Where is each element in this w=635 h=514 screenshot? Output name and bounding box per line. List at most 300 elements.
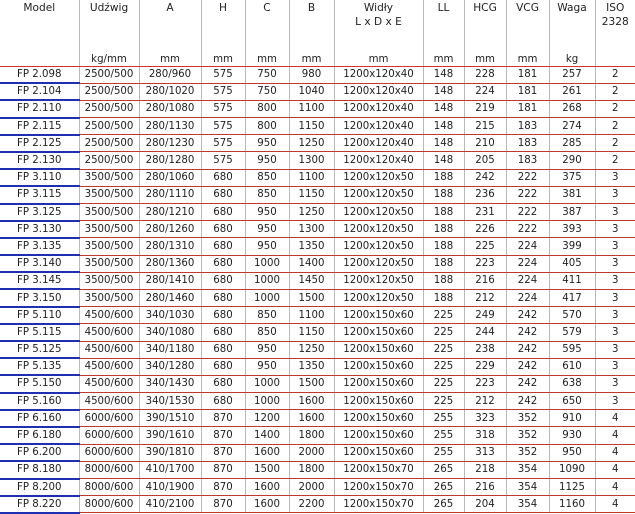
table-cell: 3500/500 [79, 272, 139, 289]
table-row [0, 67, 635, 84]
table-cell: 242 [464, 169, 506, 186]
table-cell: 285 [549, 135, 595, 152]
table-cell: 638 [549, 375, 595, 392]
table-cell: 1200x120x50 [334, 272, 423, 289]
table-cell: 352 [506, 410, 549, 427]
table-cell: 410/1900 [139, 479, 201, 496]
column-header-label: C [246, 1, 289, 15]
table-cell: 340/1030 [139, 307, 201, 324]
table-cell: 280/1310 [139, 238, 201, 255]
table-cell: 2500/500 [79, 135, 139, 152]
column-unit: mm [464, 52, 506, 67]
table-cell: 223 [464, 255, 506, 272]
table-cell: 323 [464, 410, 506, 427]
table-cell: 680 [201, 204, 245, 221]
column-header-label: HCG [465, 1, 506, 15]
column-unit: kg/mm [79, 52, 139, 67]
table-cell: 183 [506, 135, 549, 152]
model-link[interactable]: FP 6.160 [0, 410, 79, 427]
table-cell: 1150 [289, 118, 334, 135]
table-row [0, 410, 635, 427]
header-row [0, 0, 635, 52]
table-row [0, 427, 635, 444]
table-cell: 340/1280 [139, 358, 201, 375]
model-link[interactable]: FP 2.110 [0, 100, 79, 117]
table-cell: 4 [595, 496, 635, 513]
table-cell: 210 [464, 135, 506, 152]
table-cell: 2500/500 [79, 67, 139, 84]
table-cell: 1400 [245, 427, 289, 444]
table-cell: 280/1060 [139, 169, 201, 186]
table-cell: 1200x120x50 [334, 255, 423, 272]
table-cell: 148 [423, 152, 464, 169]
table-cell: 280/1280 [139, 152, 201, 169]
table-cell: 870 [201, 410, 245, 427]
model-link[interactable]: FP 3.140 [0, 255, 79, 272]
table-cell: 3 [595, 393, 635, 410]
table-cell: 950 [245, 152, 289, 169]
table-cell: 1100 [289, 169, 334, 186]
table-row [0, 289, 635, 306]
table-cell: 268 [549, 100, 595, 117]
table-cell: 575 [201, 135, 245, 152]
table-cell: 680 [201, 272, 245, 289]
table-cell: 405 [549, 255, 595, 272]
table-cell: 1200x120x50 [334, 204, 423, 221]
table-cell: 236 [464, 186, 506, 203]
table-cell: 4 [595, 461, 635, 478]
table-cell: 1125 [549, 479, 595, 496]
table-cell: 680 [201, 393, 245, 410]
table-row [0, 324, 635, 341]
table-cell: 280/1230 [139, 135, 201, 152]
table-cell: 188 [423, 238, 464, 255]
table-cell: 6000/600 [79, 427, 139, 444]
table-row [0, 272, 635, 289]
table-cell: 1200x120x40 [334, 67, 423, 84]
table-cell: 290 [549, 152, 595, 169]
table-cell: 575 [201, 83, 245, 100]
table-cell: 224 [506, 238, 549, 255]
table-cell: 2 [595, 118, 635, 135]
table-cell: 1200x150x60 [334, 324, 423, 341]
table-cell: 575 [201, 100, 245, 117]
table-row [0, 238, 635, 255]
table-row [0, 307, 635, 324]
table-cell: 3 [595, 204, 635, 221]
column-unit [0, 52, 79, 67]
table-cell: 1200x120x40 [334, 152, 423, 169]
table-cell: 4500/600 [79, 375, 139, 392]
table-cell: 242 [506, 341, 549, 358]
column-unit: mm [423, 52, 464, 67]
table-cell: 3 [595, 375, 635, 392]
table-cell: 1350 [289, 358, 334, 375]
table-cell: 3500/500 [79, 238, 139, 255]
table-cell: 8000/600 [79, 479, 139, 496]
model-link[interactable]: FP 2.125 [0, 135, 79, 152]
table-cell: 280/1210 [139, 204, 201, 221]
table-cell: 255 [423, 427, 464, 444]
table-cell: 1090 [549, 461, 595, 478]
model-link[interactable]: FP 3.135 [0, 238, 79, 255]
table-cell: 183 [506, 118, 549, 135]
table-cell: 228 [464, 67, 506, 84]
table-cell: 188 [423, 289, 464, 306]
column-unit: mm [289, 52, 334, 67]
table-cell: 222 [506, 169, 549, 186]
table-cell: 1200x120x50 [334, 221, 423, 238]
table-cell: 950 [245, 238, 289, 255]
column-header [506, 0, 549, 52]
table-cell: 2 [595, 67, 635, 84]
table-cell: 2500/500 [79, 152, 139, 169]
table-cell: 148 [423, 83, 464, 100]
table-cell: 3 [595, 289, 635, 306]
table-cell: 313 [464, 444, 506, 461]
column-header-label: Model [0, 1, 79, 15]
table-cell: 226 [464, 221, 506, 238]
table-cell: 257 [549, 67, 595, 84]
model-link[interactable]: FP 2.130 [0, 152, 79, 169]
table-cell: 318 [464, 427, 506, 444]
table-cell: 280/1110 [139, 186, 201, 203]
table-cell: 1150 [289, 324, 334, 341]
table-row [0, 444, 635, 461]
table-cell: 261 [549, 83, 595, 100]
table-cell: 354 [506, 496, 549, 513]
table-cell: 950 [245, 135, 289, 152]
column-header [464, 0, 506, 52]
table-cell: 148 [423, 118, 464, 135]
table-cell: 222 [506, 221, 549, 238]
table-cell: 181 [506, 83, 549, 100]
model-link[interactable]: FP 5.160 [0, 393, 79, 410]
model-link[interactable]: FP 5.150 [0, 375, 79, 392]
table-cell: 212 [464, 289, 506, 306]
table-cell: 188 [423, 204, 464, 221]
table-cell: 3 [595, 221, 635, 238]
table-cell: 399 [549, 238, 595, 255]
table-cell: 1250 [289, 341, 334, 358]
table-cell: 1600 [245, 496, 289, 513]
table-cell: 265 [423, 479, 464, 496]
table-cell: 3500/500 [79, 169, 139, 186]
table-cell: 390/1510 [139, 410, 201, 427]
table-cell: 1000 [245, 393, 289, 410]
table-cell: 340/1530 [139, 393, 201, 410]
table-cell: 225 [423, 375, 464, 392]
table-cell: 4500/600 [79, 341, 139, 358]
table-cell: 4500/600 [79, 393, 139, 410]
model-link[interactable]: FP 3.115 [0, 186, 79, 203]
model-link[interactable]: FP 8.180 [0, 461, 79, 478]
table-cell: 930 [549, 427, 595, 444]
table-cell: 1150 [289, 186, 334, 203]
table-cell: 800 [245, 118, 289, 135]
table-cell: 3 [595, 169, 635, 186]
table-row [0, 255, 635, 272]
table-cell: 242 [506, 393, 549, 410]
table-cell: 222 [506, 186, 549, 203]
model-link[interactable]: FP 6.180 [0, 427, 79, 444]
table-cell: 3 [595, 186, 635, 203]
table-cell: 148 [423, 100, 464, 117]
table-cell: 1200x150x60 [334, 341, 423, 358]
table-cell: 238 [464, 341, 506, 358]
table-cell: 3 [595, 255, 635, 272]
table-cell: 3 [595, 324, 635, 341]
table-cell: 650 [549, 393, 595, 410]
table-cell: 2 [595, 152, 635, 169]
table-cell: 850 [245, 307, 289, 324]
table-cell: 6000/600 [79, 410, 139, 427]
table-cell: 2200 [289, 496, 334, 513]
table-cell: 850 [245, 169, 289, 186]
table-cell: 1200x150x60 [334, 393, 423, 410]
model-link[interactable]: FP 5.135 [0, 358, 79, 375]
table-cell: 575 [201, 118, 245, 135]
table-cell: 850 [245, 324, 289, 341]
table-cell: 4500/600 [79, 307, 139, 324]
table-row [0, 186, 635, 203]
table-cell: 870 [201, 427, 245, 444]
model-link[interactable]: FP 5.115 [0, 324, 79, 341]
table-cell: 188 [423, 272, 464, 289]
table-cell: 1600 [245, 444, 289, 461]
table-cell: 3500/500 [79, 289, 139, 306]
table-cell: 3 [595, 307, 635, 324]
model-link[interactable]: FP 3.125 [0, 204, 79, 221]
table-cell: 225 [423, 393, 464, 410]
table-cell: 224 [464, 83, 506, 100]
table-cell: 1100 [289, 100, 334, 117]
table-cell: 870 [201, 479, 245, 496]
table-cell: 188 [423, 169, 464, 186]
table-cell: 680 [201, 238, 245, 255]
table-cell: 375 [549, 169, 595, 186]
column-unit: mm [139, 52, 201, 67]
table-row [0, 169, 635, 186]
model-link[interactable]: FP 6.200 [0, 444, 79, 461]
table-cell: 265 [423, 496, 464, 513]
table-cell: 610 [549, 358, 595, 375]
table-row [0, 204, 635, 221]
table-cell: 680 [201, 341, 245, 358]
table-cell: 224 [506, 255, 549, 272]
table-cell: 3 [595, 341, 635, 358]
table-cell: 224 [506, 289, 549, 306]
table-cell: 3 [595, 238, 635, 255]
table-cell: 750 [245, 67, 289, 84]
table-cell: 1200x150x60 [334, 410, 423, 427]
model-link[interactable]: FP 8.200 [0, 479, 79, 496]
table-cell: 231 [464, 204, 506, 221]
table-cell: 354 [506, 461, 549, 478]
table-cell: 340/1430 [139, 375, 201, 392]
table-cell: 570 [549, 307, 595, 324]
table-cell: 1200x120x50 [334, 238, 423, 255]
table-cell: 750 [245, 83, 289, 100]
table-cell: 3500/500 [79, 221, 139, 238]
table-cell: 2500/500 [79, 118, 139, 135]
table-cell: 390/1610 [139, 427, 201, 444]
table-cell: 3 [595, 358, 635, 375]
table-cell: 1200x120x50 [334, 289, 423, 306]
table-row [0, 358, 635, 375]
table-cell: 1200x150x70 [334, 479, 423, 496]
table-cell: 1200x120x50 [334, 186, 423, 203]
table-row [0, 375, 635, 392]
column-header-sublabel: 2328 [596, 15, 635, 29]
table-cell: 2500/500 [79, 83, 139, 100]
column-header-label: Waga [550, 1, 595, 15]
table-cell: 354 [506, 479, 549, 496]
table-cell: 352 [506, 444, 549, 461]
table-cell: 680 [201, 255, 245, 272]
table-cell: 181 [506, 67, 549, 84]
table-cell: 205 [464, 152, 506, 169]
table-cell: 242 [506, 324, 549, 341]
table-cell: 1200x150x60 [334, 307, 423, 324]
table-cell: 1450 [289, 272, 334, 289]
table-cell: 280/1130 [139, 118, 201, 135]
table-cell: 950 [549, 444, 595, 461]
table-cell: 4 [595, 410, 635, 427]
table-cell: 1200x150x60 [334, 444, 423, 461]
table-cell: 280/1020 [139, 83, 201, 100]
table-cell: 1400 [289, 255, 334, 272]
model-link[interactable]: FP 5.110 [0, 307, 79, 324]
table-row [0, 479, 635, 496]
table-cell: 340/1080 [139, 324, 201, 341]
model-link[interactable]: FP 5.125 [0, 341, 79, 358]
table-cell: 216 [464, 272, 506, 289]
table-row [0, 341, 635, 358]
column-header [289, 0, 334, 52]
table-cell: 3500/500 [79, 204, 139, 221]
table-cell: 1300 [289, 221, 334, 238]
column-header [245, 0, 289, 52]
table-cell: 1200x150x60 [334, 358, 423, 375]
table-row [0, 100, 635, 117]
model-link[interactable]: FP 2.115 [0, 118, 79, 135]
table-row [0, 135, 635, 152]
column-unit: mm [334, 52, 423, 67]
table-cell: 1000 [245, 255, 289, 272]
table-cell: 188 [423, 221, 464, 238]
table-cell: 1600 [245, 479, 289, 496]
table-cell: 204 [464, 496, 506, 513]
column-header [79, 0, 139, 52]
table-cell: 280/1080 [139, 100, 201, 117]
table-cell: 950 [245, 358, 289, 375]
table-cell: 6000/600 [79, 444, 139, 461]
table-cell: 680 [201, 375, 245, 392]
table-cell: 4500/600 [79, 358, 139, 375]
table-cell: 274 [549, 118, 595, 135]
table-cell: 1350 [289, 238, 334, 255]
model-link[interactable]: FP 2.104 [0, 83, 79, 100]
table-cell: 417 [549, 289, 595, 306]
table-cell: 1160 [549, 496, 595, 513]
table-cell: 148 [423, 135, 464, 152]
table-cell: 218 [464, 461, 506, 478]
table-row [0, 496, 635, 513]
table-cell: 575 [201, 152, 245, 169]
model-link[interactable]: FP 3.150 [0, 289, 79, 306]
table-cell: 1000 [245, 272, 289, 289]
table-cell: 1040 [289, 83, 334, 100]
table-cell: 181 [506, 100, 549, 117]
table-cell: 1200x120x40 [334, 135, 423, 152]
table-cell: 280/960 [139, 67, 201, 84]
column-header [334, 0, 423, 52]
table-cell: 870 [201, 496, 245, 513]
table-cell: 387 [549, 204, 595, 221]
table-cell: 680 [201, 358, 245, 375]
table-row [0, 221, 635, 238]
table-cell: 224 [506, 272, 549, 289]
table-cell: 4 [595, 479, 635, 496]
table-cell: 410/2100 [139, 496, 201, 513]
table-cell: 229 [464, 358, 506, 375]
column-header-sublabel: L x D x E [335, 15, 423, 29]
table-cell: 950 [245, 341, 289, 358]
table-cell: 4 [595, 427, 635, 444]
model-link[interactable]: FP 3.110 [0, 169, 79, 186]
table-cell: 188 [423, 255, 464, 272]
column-header-label: A [140, 1, 201, 15]
table-cell: 223 [464, 375, 506, 392]
table-cell: 225 [464, 238, 506, 255]
table-cell: 1200x120x40 [334, 118, 423, 135]
table-cell: 212 [464, 393, 506, 410]
table-cell: 680 [201, 307, 245, 324]
table-cell: 8000/600 [79, 461, 139, 478]
column-header-label: ISO [596, 1, 635, 15]
table-cell: 2000 [289, 444, 334, 461]
model-link[interactable]: FP 8.220 [0, 496, 79, 513]
table-cell: 390/1810 [139, 444, 201, 461]
table-cell: 280/1360 [139, 255, 201, 272]
model-link[interactable]: FP 3.130 [0, 221, 79, 238]
table-cell: 1200x150x60 [334, 375, 423, 392]
column-header [0, 0, 79, 52]
table-cell: 1800 [289, 461, 334, 478]
table-cell: 242 [506, 307, 549, 324]
table-cell: 265 [423, 461, 464, 478]
table-cell: 680 [201, 186, 245, 203]
table-cell: 2500/500 [79, 100, 139, 117]
table-cell: 4500/600 [79, 324, 139, 341]
table-cell: 1200x150x70 [334, 496, 423, 513]
column-header [201, 0, 245, 52]
column-unit: kg [549, 52, 595, 67]
column-unit: mm [201, 52, 245, 67]
table-cell: 1250 [289, 135, 334, 152]
table-cell: 980 [289, 67, 334, 84]
table-cell: 1200x120x40 [334, 100, 423, 117]
table-cell: 225 [423, 341, 464, 358]
table-cell: 280/1460 [139, 289, 201, 306]
table-cell: 216 [464, 479, 506, 496]
model-link[interactable]: FP 2.098 [0, 67, 79, 84]
table-cell: 950 [245, 221, 289, 238]
table-cell: 3500/500 [79, 186, 139, 203]
table-cell: 249 [464, 307, 506, 324]
model-link[interactable]: FP 3.145 [0, 272, 79, 289]
